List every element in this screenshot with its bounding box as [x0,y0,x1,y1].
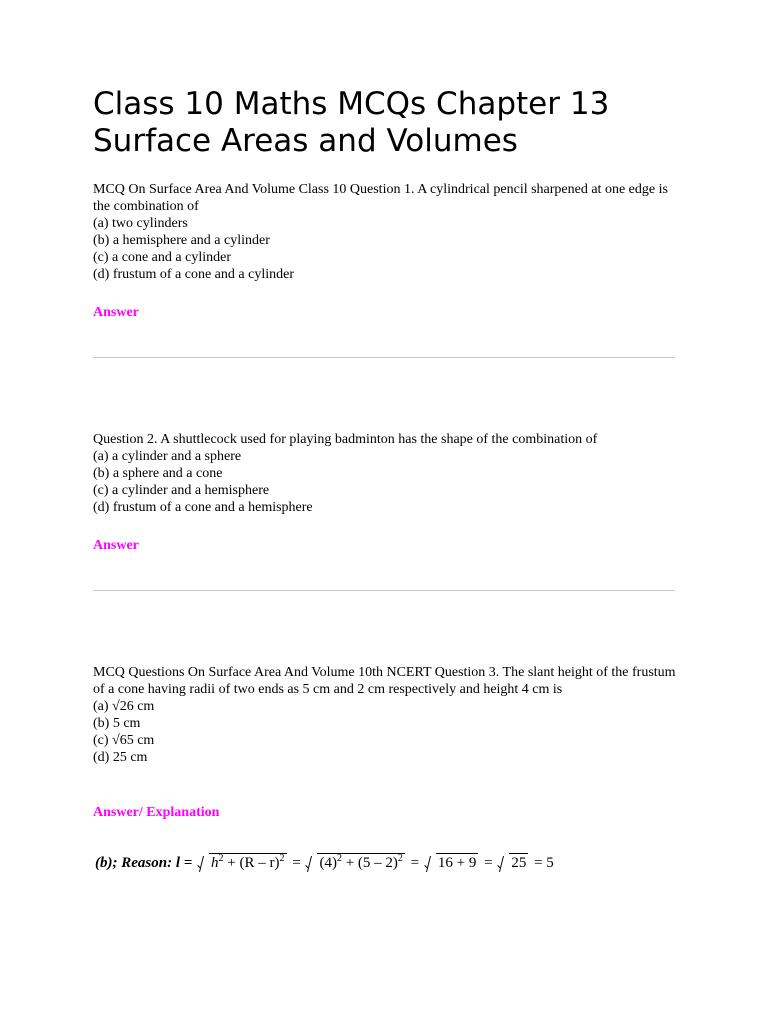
term-2-exp-a: 2 [336,853,342,864]
question-1-option-d: (d) frustum of a cone and a cylinder [93,267,294,282]
page-title-line-1: Class 10 Maths MCQs Chapter 13 [93,86,610,122]
divider-1 [93,357,675,358]
question-3-answer-link[interactable]: Answer/ Explanation [93,805,220,820]
term-2-rest: + (5 – 2) [341,855,398,871]
sqrt-term-4 [498,855,528,872]
question-3-text: MCQ Questions On Surface Area And Volume 10th NCERT Question 3. The slant height of the frustum of a cone having radii of two ends as 5 cm and 2 cm respectively and height 4 cm is [93,665,676,697]
term-1-exp-b: 2 [279,853,285,864]
question-2 [93,431,683,516]
explanation-formula [95,855,565,881]
equals-1: = [288,855,301,871]
sqrt-term-2 [306,855,404,872]
question-1-option-b: (b) a hemisphere and a cylinder [93,233,270,248]
term-2-a: (4) [319,855,337,871]
page-title-line-2: Surface Areas and Volumes [93,123,518,159]
question-1-answer-link[interactable]: Answer [93,305,139,320]
term-1-rest: + (R – r) [223,855,280,871]
divider-2 [93,590,675,591]
question-1 [93,181,683,283]
question-3 [93,664,683,766]
term-1-h: h [211,855,219,871]
equals-3: = [480,855,493,871]
question-2-option-b: (b) a sphere and a cone [93,466,223,481]
sqrt-term-3 [425,855,478,872]
question-1-option-a: (a) two cylinders [93,216,188,231]
term-3: 16 + 9 [437,855,477,871]
question-3-option-b: (b) 5 cm [93,716,141,731]
question-3-option-a: (a) √26 cm [93,699,155,714]
term-1-exp-a: 2 [218,853,224,864]
question-1-option-c: (c) a cone and a cylinder [93,250,231,265]
explanation-result: = 5 [530,855,554,871]
page-title [93,86,733,160]
question-2-option-c: (c) a cylinder and a hemisphere [93,483,270,498]
question-2-text: Question 2. A shuttlecock used for playing badminton has the shape of the combination of [93,432,598,447]
equals-2: = [406,855,420,871]
question-2-option-a: (a) a cylinder and a sphere [93,449,242,464]
question-1-text: MCQ On Surface Area And Volume Class 10 Question 1. A cylindrical pencil sharpened at one edge is the combination of [93,182,668,214]
question-3-option-c: (c) √65 cm [93,733,155,748]
term-4: 25 [511,855,527,871]
question-2-option-d: (d) frustum of a cone and a hemisphere [93,500,313,515]
term-2-exp-b: 2 [397,853,403,864]
question-3-option-d: (d) 25 cm [93,750,148,765]
sqrt-term-1 [198,855,286,872]
explanation-prefix: (b); Reason: l = [95,855,193,871]
question-2-answer-link[interactable]: Answer [93,538,139,553]
